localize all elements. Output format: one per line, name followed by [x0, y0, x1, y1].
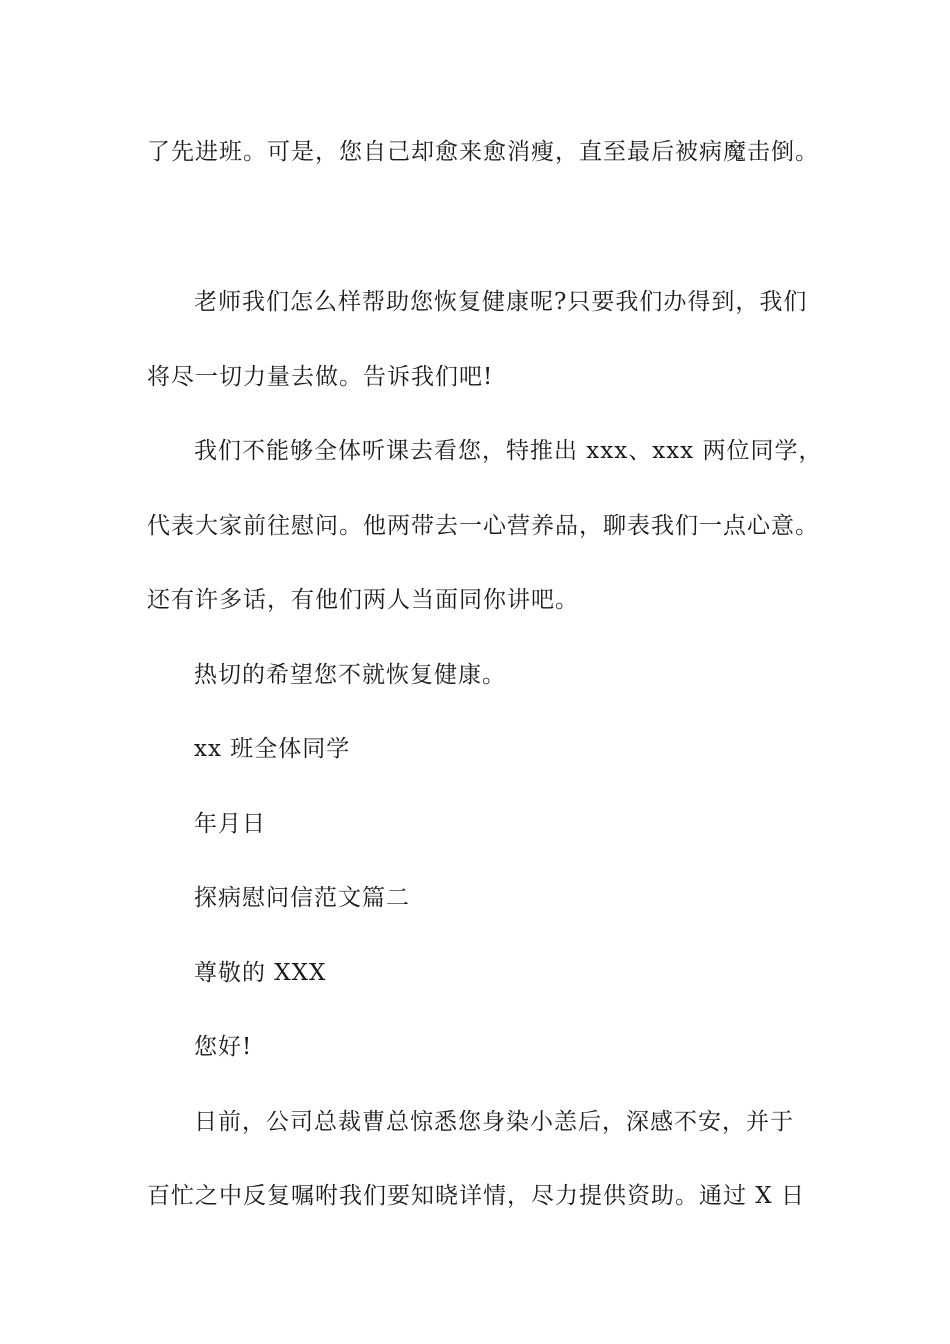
paragraph-line: 老师我们怎么样帮助您恢复健康呢?只要我们办得到，我们	[194, 289, 808, 315]
paragraph-line: 还有许多话，有他们两人当面同你讲吧。	[147, 587, 579, 613]
paragraph-line: 代表大家前往慰问。他两带去一心营养品，聊表我们一点心意。	[147, 513, 819, 539]
paragraph-line: 将尽一切力量去做。告诉我们吧!	[147, 364, 494, 390]
paragraph-line: 我们不能够全体听课去看您，特推出 xxx、xxx 两位同学，	[194, 438, 823, 464]
signature-line: xx 班全体同学	[194, 736, 351, 762]
date-line: 年月日	[194, 811, 266, 837]
greeting-line: 您好!	[194, 1034, 253, 1060]
section-title: 探病慰问信范文篇二	[194, 885, 410, 911]
paragraph-line: 热切的希望您不就恢复健康。	[194, 662, 506, 688]
paragraph-line: 百忙之中反复嘱咐我们要知晓详情，尽力提供资助。通过 X 日	[147, 1183, 805, 1209]
salutation-line: 尊敬的 XXX	[194, 960, 327, 986]
paragraph-line: 日前，公司总裁曹总惊悉您身染小恙后，深感不安，并于	[194, 1109, 794, 1135]
paragraph-line: 了先进班。可是，您自己却愈来愈消瘦，直至最后被病魔击倒。	[147, 139, 819, 165]
